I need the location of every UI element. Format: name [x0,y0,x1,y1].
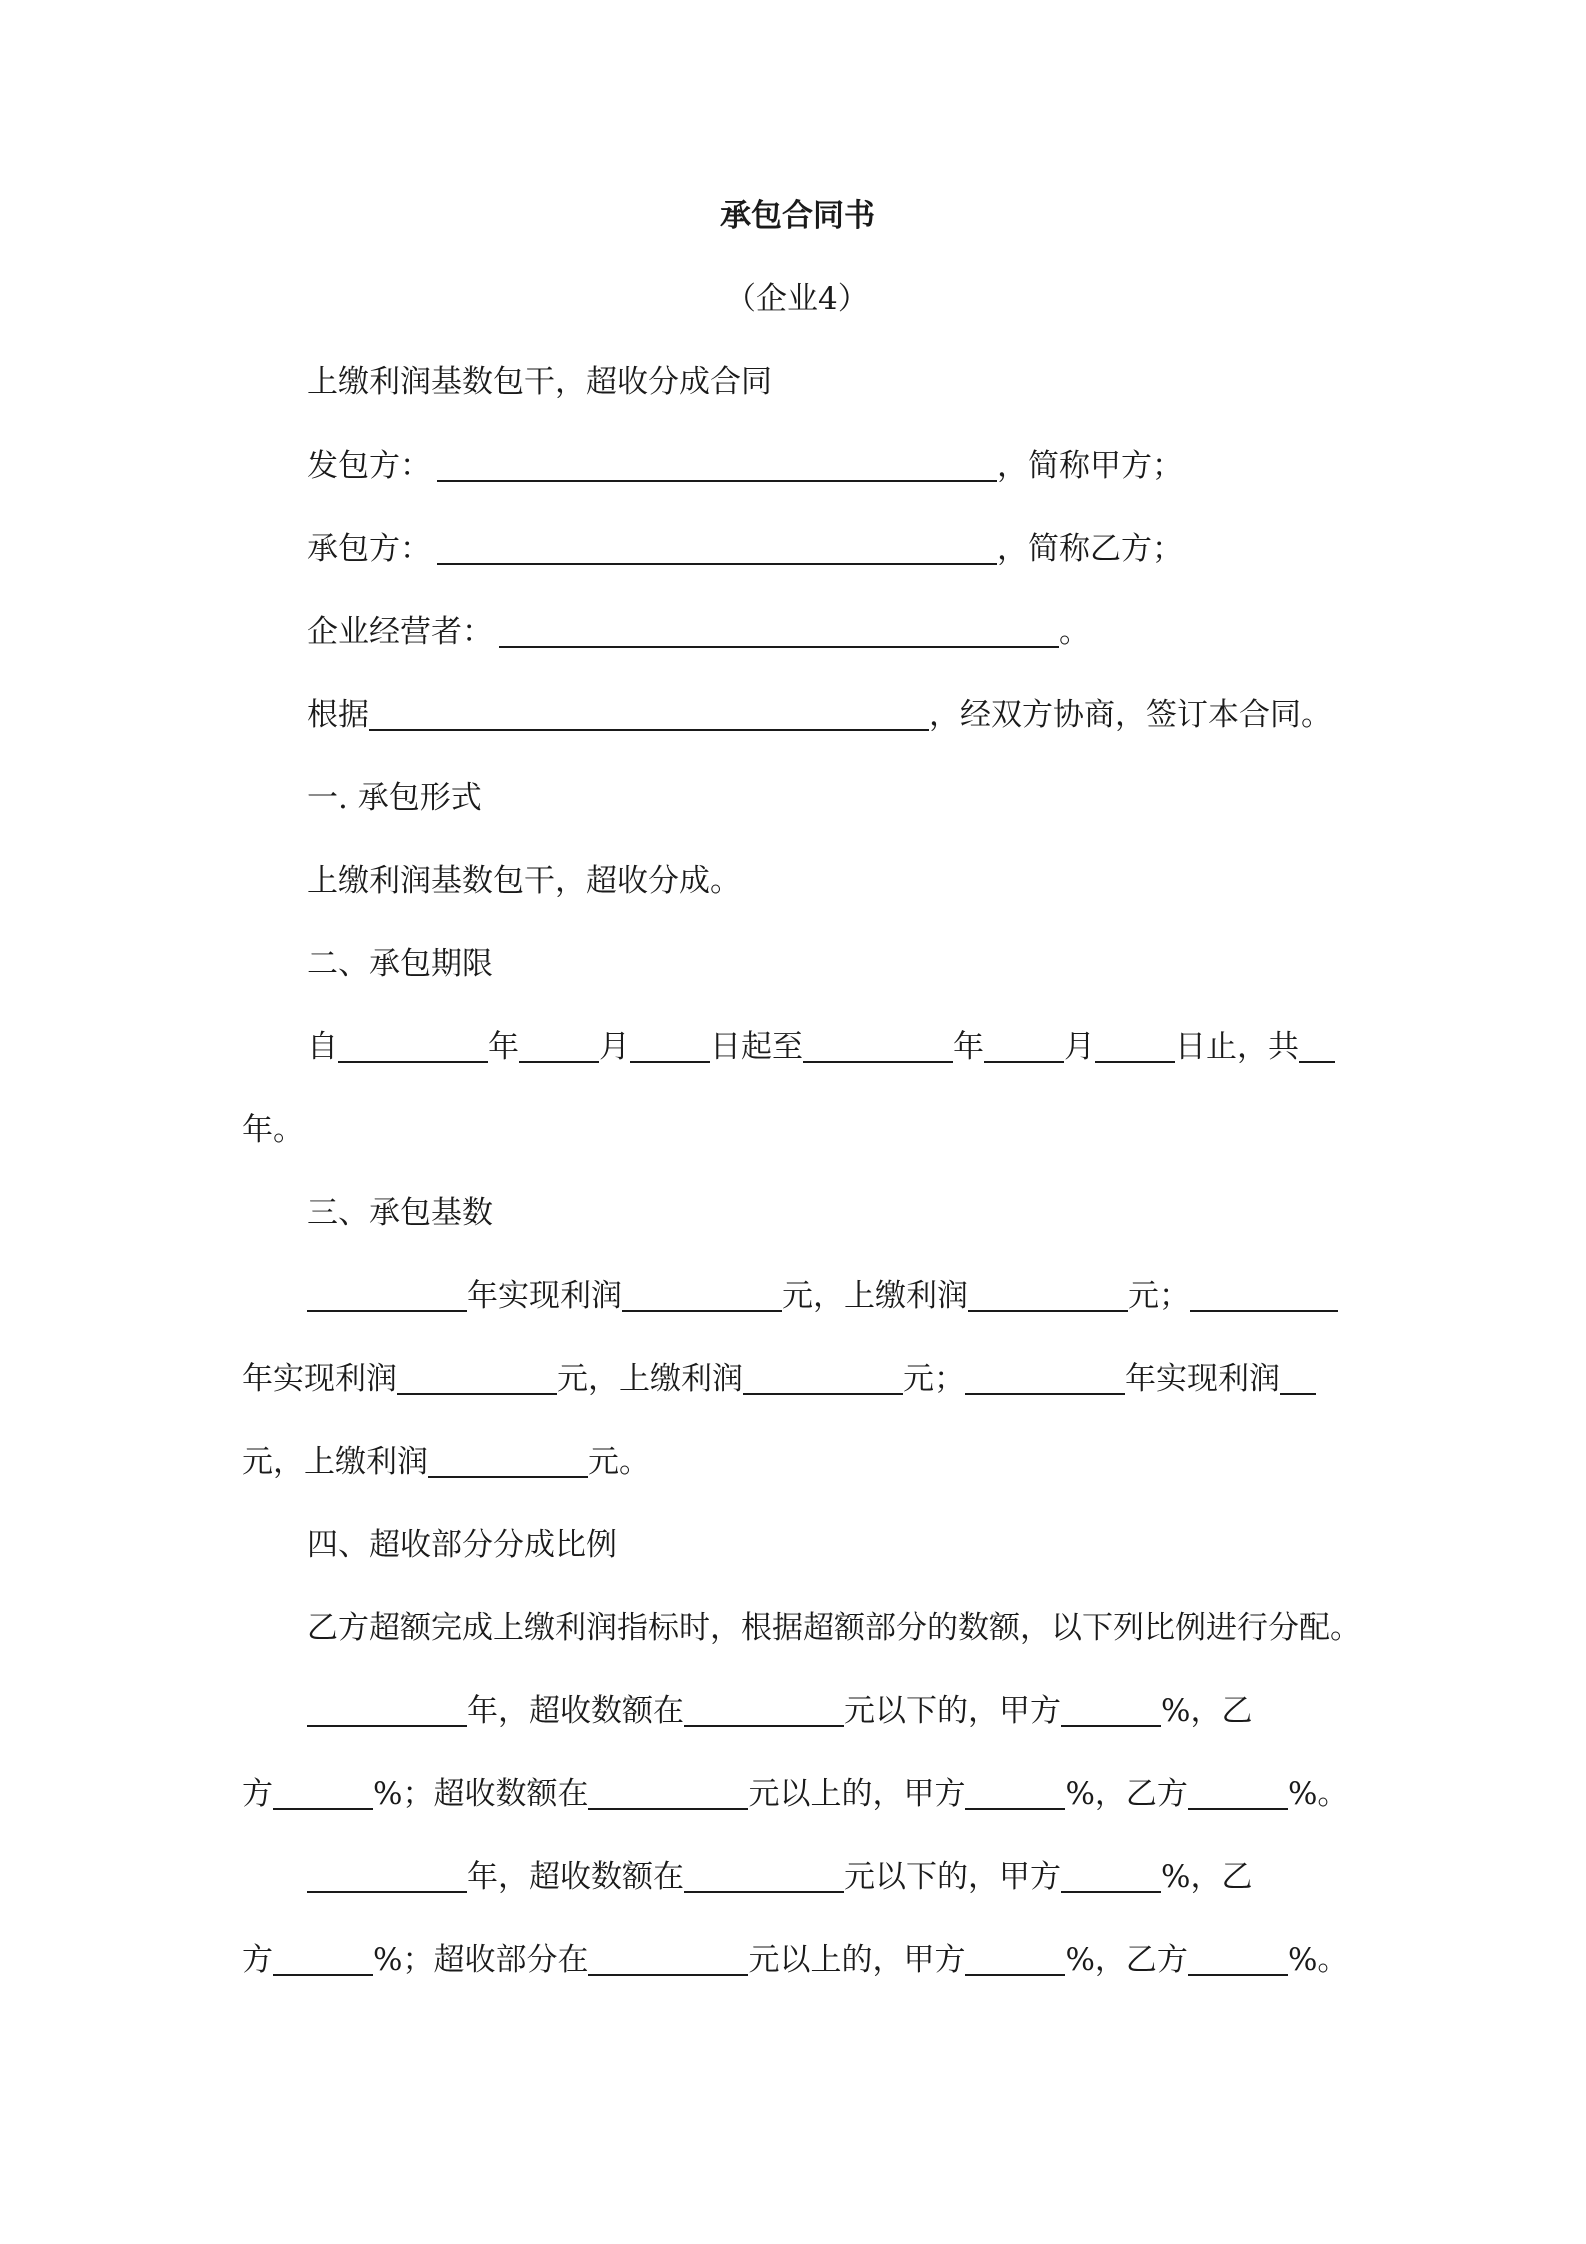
share-1-low-a-pct-field[interactable] [1061,1695,1161,1727]
total-years-field[interactable] [1299,1031,1335,1063]
share-1-party-a-label: 元以下的，甲方 [844,1693,1061,1729]
share-1b-party-b-label: %，乙方 [1065,1776,1188,1812]
section4-heading: 四、超收部分分成比例 [307,1527,617,1563]
share-1b-amount-label: %；超收数额在 [373,1776,589,1812]
section1-heading: 一. 承包形式 [307,780,482,816]
share-2-party-a-label: 元以下的，甲方 [844,1859,1061,1895]
party-b-suffix: ，简称乙方； [997,531,1183,567]
share-2-low-a-pct-field[interactable] [1061,1861,1161,1893]
share-row-2b [242,1940,1348,1980]
base-profit-label-2: 年实现利润 [242,1361,397,1397]
base-profit-label-3: 年实现利润 [1125,1361,1280,1397]
base-profit-label-1: 年实现利润 [467,1278,622,1314]
share-row-2a [307,1857,1252,1897]
share-2-low-b-pct-field[interactable] [273,1944,373,1976]
share-1-high-a-pct-field[interactable] [965,1778,1065,1810]
base-remit-3-field[interactable] [428,1446,588,1478]
start-year-field[interactable] [338,1031,488,1063]
party-a-suffix: ，简称甲方； [997,448,1183,484]
term-month-label: 月 [599,1029,630,1065]
share-1b-fang: 方 [242,1776,273,1812]
basis-field[interactable] [369,699,929,731]
share-2b-party-b-label: %，乙方 [1065,1942,1188,1978]
share-1-low-amount-field[interactable] [684,1695,844,1727]
basis-line [307,695,1332,735]
share-1b-end: %。 [1287,1776,1349,1812]
term-year-label: 年 [488,1029,519,1065]
base-year-1-field[interactable] [307,1280,467,1312]
basis-suffix: ，经双方协商，签订本合同。 [929,697,1332,733]
share-1-low-b-pct-field[interactable] [273,1778,373,1810]
base-line-3 [242,1442,650,1482]
party-b-line [307,529,1183,569]
section3-heading: 三、承包基数 [307,1195,493,1231]
intro-line: 上缴利润基数包干，超收分成合同 [307,364,772,400]
term-end-month-label: 月 [1064,1029,1095,1065]
document-subtitle: （企业4） [725,281,869,317]
document-title: 承包合同书 [720,198,875,234]
term-line-end: 年。 [242,1112,304,1148]
party-a-field[interactable] [437,450,997,482]
base-yuan-label-1: 元； [1128,1278,1190,1314]
base-yuan-label-2: 元； [903,1361,965,1397]
operator-suffix: 。 [1059,614,1090,650]
base-line-2 [242,1359,1316,1399]
share-2-high-a-pct-field[interactable] [965,1944,1065,1976]
base-remit-2-field[interactable] [743,1363,903,1395]
term-total-label: 日止，共 [1175,1029,1299,1065]
base-remit-label-2: 元，上缴利润 [557,1361,743,1397]
share-year-2-field[interactable] [307,1861,467,1893]
share-1-party-b-label: %，乙 [1161,1693,1253,1729]
start-day-field[interactable] [630,1031,710,1063]
share-2-party-b-label: %，乙 [1161,1859,1253,1895]
base-profit-3-field[interactable] [1280,1363,1316,1395]
basis-prefix: 根据 [307,697,369,733]
share-2-high-b-pct-field[interactable] [1188,1944,1288,1976]
party-a-line [307,446,1183,486]
operator-label: 企业经营者： [307,614,493,650]
end-month-field[interactable] [984,1031,1064,1063]
operator-field[interactable] [499,616,1059,648]
operator-line [307,612,1090,652]
party-a-label: 发包方： [307,448,431,484]
base-year-2-field[interactable] [1190,1280,1338,1312]
base-line-1 [307,1276,1338,1316]
base-remit-label-3: 元，上缴利润 [242,1444,428,1480]
party-b-field[interactable] [437,533,997,565]
share-1-amount-label: 年，超收数额在 [467,1693,684,1729]
term-line [307,1027,1335,1067]
share-row-1a [307,1691,1252,1731]
share-2b-fang: 方 [242,1942,273,1978]
share-2b-end: %。 [1287,1942,1349,1978]
section4-body: 乙方超额完成上缴利润指标时，根据超额部分的数额，以下列比例进行分配。 [307,1610,1361,1646]
base-remit-label-1: 元，上缴利润 [782,1278,968,1314]
base-yuan-label-3: 元。 [588,1444,650,1480]
share-2-low-amount-field[interactable] [684,1861,844,1893]
base-year-3-field[interactable] [965,1363,1125,1395]
term-end-year-label: 年 [953,1029,984,1065]
start-month-field[interactable] [519,1031,599,1063]
share-2b-amount-label: %；超收部分在 [373,1942,589,1978]
base-remit-1-field[interactable] [968,1280,1128,1312]
party-b-label: 承包方： [307,531,431,567]
term-to-label: 日起至 [710,1029,803,1065]
base-profit-2-field[interactable] [397,1363,557,1395]
share-1-high-amount-field[interactable] [588,1778,748,1810]
share-2b-party-a-label: 元以上的，甲方 [748,1942,966,1978]
section2-heading: 二、承包期限 [307,946,493,982]
share-row-1b [242,1774,1348,1814]
share-2-amount-label: 年，超收数额在 [467,1859,684,1895]
section1-body: 上缴利润基数包干，超收分成。 [307,863,741,899]
share-1-high-b-pct-field[interactable] [1188,1778,1288,1810]
base-profit-1-field[interactable] [622,1280,782,1312]
term-from-label: 自 [307,1029,338,1065]
share-1b-party-a-label: 元以上的，甲方 [748,1776,966,1812]
share-2-high-amount-field[interactable] [588,1944,748,1976]
end-day-field[interactable] [1095,1031,1175,1063]
end-year-field[interactable] [803,1031,953,1063]
share-year-1-field[interactable] [307,1695,467,1727]
